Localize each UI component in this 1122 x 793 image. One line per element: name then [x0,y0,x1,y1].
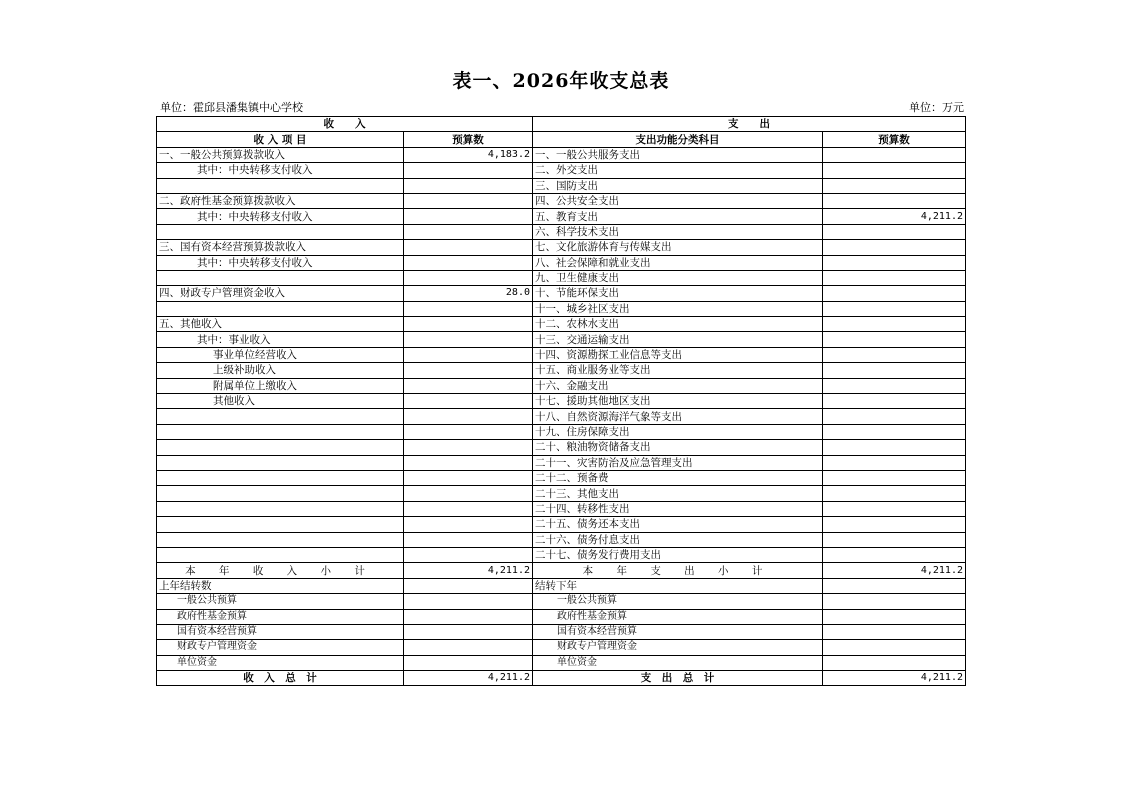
income-item-cell [157,470,404,485]
income-item-cell: 五、其他收入 [157,317,404,332]
table-row [157,486,966,501]
subtotal-rows [157,563,966,578]
expense-item-cell: 九、卫生健康支出 [533,270,823,285]
expense-value-cell [823,270,966,285]
expense-value-cell [823,193,966,208]
income-value-cell [404,332,533,347]
expense-value-cell [823,301,966,316]
expense-value-cell: 4,211.2 [823,209,966,224]
expense-total-label: 支 出 总 计 [533,671,823,686]
carryover-row [157,655,966,670]
table-row [157,255,966,270]
income-item-cell [157,178,404,193]
table-row [157,394,966,409]
expense-value-cell [823,394,966,409]
expense-carry-cell: 结转下年 [533,578,823,593]
income-carry-cell: 上年结转数 [157,578,404,593]
expense-value-cell [823,501,966,516]
income-total-label: 收 入 总 计 [157,671,404,686]
table-row [157,270,966,285]
income-item-cell [157,517,404,532]
income-value-cell [404,270,533,285]
expense-budget-header: 预算数 [823,132,966,147]
income-value-cell [404,517,533,532]
table-row [157,363,966,378]
income-subtotal-value: 4,211.2 [404,563,533,578]
expense-carry-value [823,578,966,593]
expense-item-cell: 十三、交通运输支出 [533,332,823,347]
income-item-cell: 其中：中央转移支付收入 [157,163,404,178]
expense-item-cell: 二十六、债务付息支出 [533,532,823,547]
expense-item-cell: 十六、金融支出 [533,378,823,393]
expense-value-cell [823,255,966,270]
expense-item-header: 支出功能分类科目 [533,132,823,147]
carryover-row [157,609,966,624]
expense-carry-value [823,624,966,639]
expense-item-cell: 十四、资源勘探工业信息等支出 [533,347,823,362]
income-item-cell: 三、国有资本经营预算拨款收入 [157,240,404,255]
income-carry-value [404,578,533,593]
table-row [157,440,966,455]
income-item-cell: 其中：中央转移支付收入 [157,209,404,224]
income-subtotal-label: 本 年 收 入 小 计 [157,563,404,578]
income-item-cell [157,455,404,470]
income-item-cell [157,301,404,316]
expense-item-cell: 十八、自然资源海洋气象等支出 [533,409,823,424]
income-value-cell [404,255,533,270]
income-carry-cell: 单位资金 [157,655,404,670]
income-value-cell [404,532,533,547]
income-value-cell [404,486,533,501]
income-carry-value [404,594,533,609]
expense-value-cell [823,332,966,347]
income-carry-value [404,609,533,624]
table-row [157,147,966,162]
expense-value-cell [823,147,966,162]
expense-carry-value [823,594,966,609]
expense-item-cell: 六、科学技术支出 [533,224,823,239]
table-row [157,547,966,562]
income-item-cell: 其中：中央转移支付收入 [157,255,404,270]
expense-value-cell [823,363,966,378]
income-carry-cell: 政府性基金预算 [157,609,404,624]
expense-value-cell [823,240,966,255]
expense-value-cell [823,317,966,332]
income-item-cell [157,424,404,439]
table-row [157,332,966,347]
table-row [157,209,966,224]
expense-value-cell [823,178,966,193]
expense-total-value: 4,211.2 [823,671,966,686]
table-row [157,347,966,362]
budget-rows [157,147,966,563]
carryover-row [157,578,966,593]
expense-value-cell [823,486,966,501]
expense-carry-value [823,640,966,655]
income-section-header: 收 入 [157,117,533,132]
expense-item-cell: 八、社会保障和就业支出 [533,255,823,270]
table-row [157,455,966,470]
unit-organization: 单位：霍邱县潘集镇中心学校 [160,101,303,114]
income-item-cell [157,486,404,501]
expense-item-cell: 一、一般公共服务支出 [533,147,823,162]
table-row [157,532,966,547]
income-value-cell [404,209,533,224]
expense-item-cell: 十七、援助其他地区支出 [533,394,823,409]
table-row [157,163,966,178]
income-value-cell [404,363,533,378]
total-row [157,671,966,686]
income-value-cell [404,178,533,193]
expense-value-cell [823,163,966,178]
expense-carry-value [823,655,966,670]
subtotal-row [157,563,966,578]
income-item-cell: 二、政府性基金预算拨款收入 [157,193,404,208]
table-row [157,501,966,516]
expense-item-cell: 二十五、债务还本支出 [533,517,823,532]
income-value-cell [404,163,533,178]
expense-value-cell [823,409,966,424]
expense-item-cell: 三、国防支出 [533,178,823,193]
income-value-cell [404,501,533,516]
income-value-cell [404,224,533,239]
page-title: 表一、2026年收支总表 [452,70,670,92]
income-carry-cell: 国有资本经营预算 [157,624,404,639]
income-item-cell: 一、一般公共预算拨款收入 [157,147,404,162]
income-item-cell: 其中：事业收入 [157,332,404,347]
budget-table [156,116,966,686]
expense-item-cell: 二、外交支出 [533,163,823,178]
income-item-cell: 其他收入 [157,394,404,409]
income-value-cell [404,193,533,208]
table-row [157,424,966,439]
expense-item-cell: 十五、商业服务业等支出 [533,363,823,378]
income-value-cell [404,440,533,455]
expense-value-cell [823,347,966,362]
income-item-header: 收 入 项 目 [157,132,404,147]
income-value-cell [404,455,533,470]
carryover-rows [157,578,966,670]
income-value-cell [404,347,533,362]
expense-section-header: 支 出 [533,117,966,132]
expense-subtotal-value: 4,211.2 [823,563,966,578]
expense-item-cell: 二十三、其他支出 [533,486,823,501]
expense-value-cell [823,424,966,439]
expense-carry-value [823,609,966,624]
income-item-cell: 上级补助收入 [157,363,404,378]
expense-item-cell: 十九、住房保障支出 [533,424,823,439]
expense-item-cell: 十二、农林水支出 [533,317,823,332]
income-value-cell [404,317,533,332]
table-row [157,517,966,532]
income-value-cell [404,424,533,439]
income-value-cell: 28.0 [404,286,533,301]
income-carry-value [404,640,533,655]
expense-value-cell [823,547,966,562]
carryover-row [157,640,966,655]
income-item-cell [157,547,404,562]
table-row [157,301,966,316]
table-row [157,470,966,485]
income-value-cell [404,301,533,316]
income-value-cell [404,240,533,255]
income-item-cell [157,440,404,455]
income-item-cell: 事业单位经营收入 [157,347,404,362]
table-row [157,378,966,393]
expense-carry-cell: 单位资金 [533,655,823,670]
expense-value-cell [823,470,966,485]
expense-carry-cell: 政府性基金预算 [533,609,823,624]
income-value-cell [404,409,533,424]
table-row [157,240,966,255]
income-value-cell [404,378,533,393]
table-row [157,286,966,301]
expense-item-cell: 十、节能环保支出 [533,286,823,301]
expense-carry-cell: 财政专户管理资金 [533,640,823,655]
header-row-section [157,117,966,132]
expense-carry-cell: 国有资本经营预算 [533,624,823,639]
income-carry-value [404,624,533,639]
expense-value-cell [823,517,966,532]
expense-carry-cell: 一般公共预算 [533,594,823,609]
income-item-cell: 四、财政专户管理资金收入 [157,286,404,301]
income-item-cell [157,409,404,424]
expense-item-cell: 七、文化旅游体育与传媒支出 [533,240,823,255]
income-carry-value [404,655,533,670]
expense-item-cell: 五、教育支出 [533,209,823,224]
income-budget-header: 预算数 [404,132,533,147]
income-value-cell [404,470,533,485]
unit-currency: 单位：万元 [909,101,964,114]
income-value-cell: 4,183.2 [404,147,533,162]
table-row [157,224,966,239]
expense-item-cell: 二十二、预备费 [533,470,823,485]
expense-item-cell: 十一、城乡社区支出 [533,301,823,316]
expense-item-cell: 四、公共安全支出 [533,193,823,208]
expense-item-cell: 二十七、债务发行费用支出 [533,547,823,562]
income-value-cell [404,547,533,562]
expense-value-cell [823,378,966,393]
table-row [157,409,966,424]
expense-value-cell [823,286,966,301]
income-carry-cell: 一般公共预算 [157,594,404,609]
income-value-cell [404,394,533,409]
expense-subtotal-label: 本 年 支 出 小 计 [533,563,823,578]
expense-value-cell [823,455,966,470]
expense-value-cell [823,224,966,239]
income-carry-cell: 财政专户管理资金 [157,640,404,655]
income-item-cell [157,501,404,516]
table-row [157,193,966,208]
table-row [157,317,966,332]
header-row-columns [157,132,966,147]
income-item-cell [157,224,404,239]
carryover-row [157,624,966,639]
expense-item-cell: 二十一、灾害防治及应急管理支出 [533,455,823,470]
expense-item-cell: 二十四、转移性支出 [533,501,823,516]
income-total-value: 4,211.2 [404,671,533,686]
income-item-cell: 附属单位上缴收入 [157,378,404,393]
expense-item-cell: 二十、粮油物资储备支出 [533,440,823,455]
income-item-cell [157,270,404,285]
expense-value-cell [823,532,966,547]
table-row [157,178,966,193]
income-item-cell [157,532,404,547]
carryover-row [157,594,966,609]
expense-value-cell [823,440,966,455]
